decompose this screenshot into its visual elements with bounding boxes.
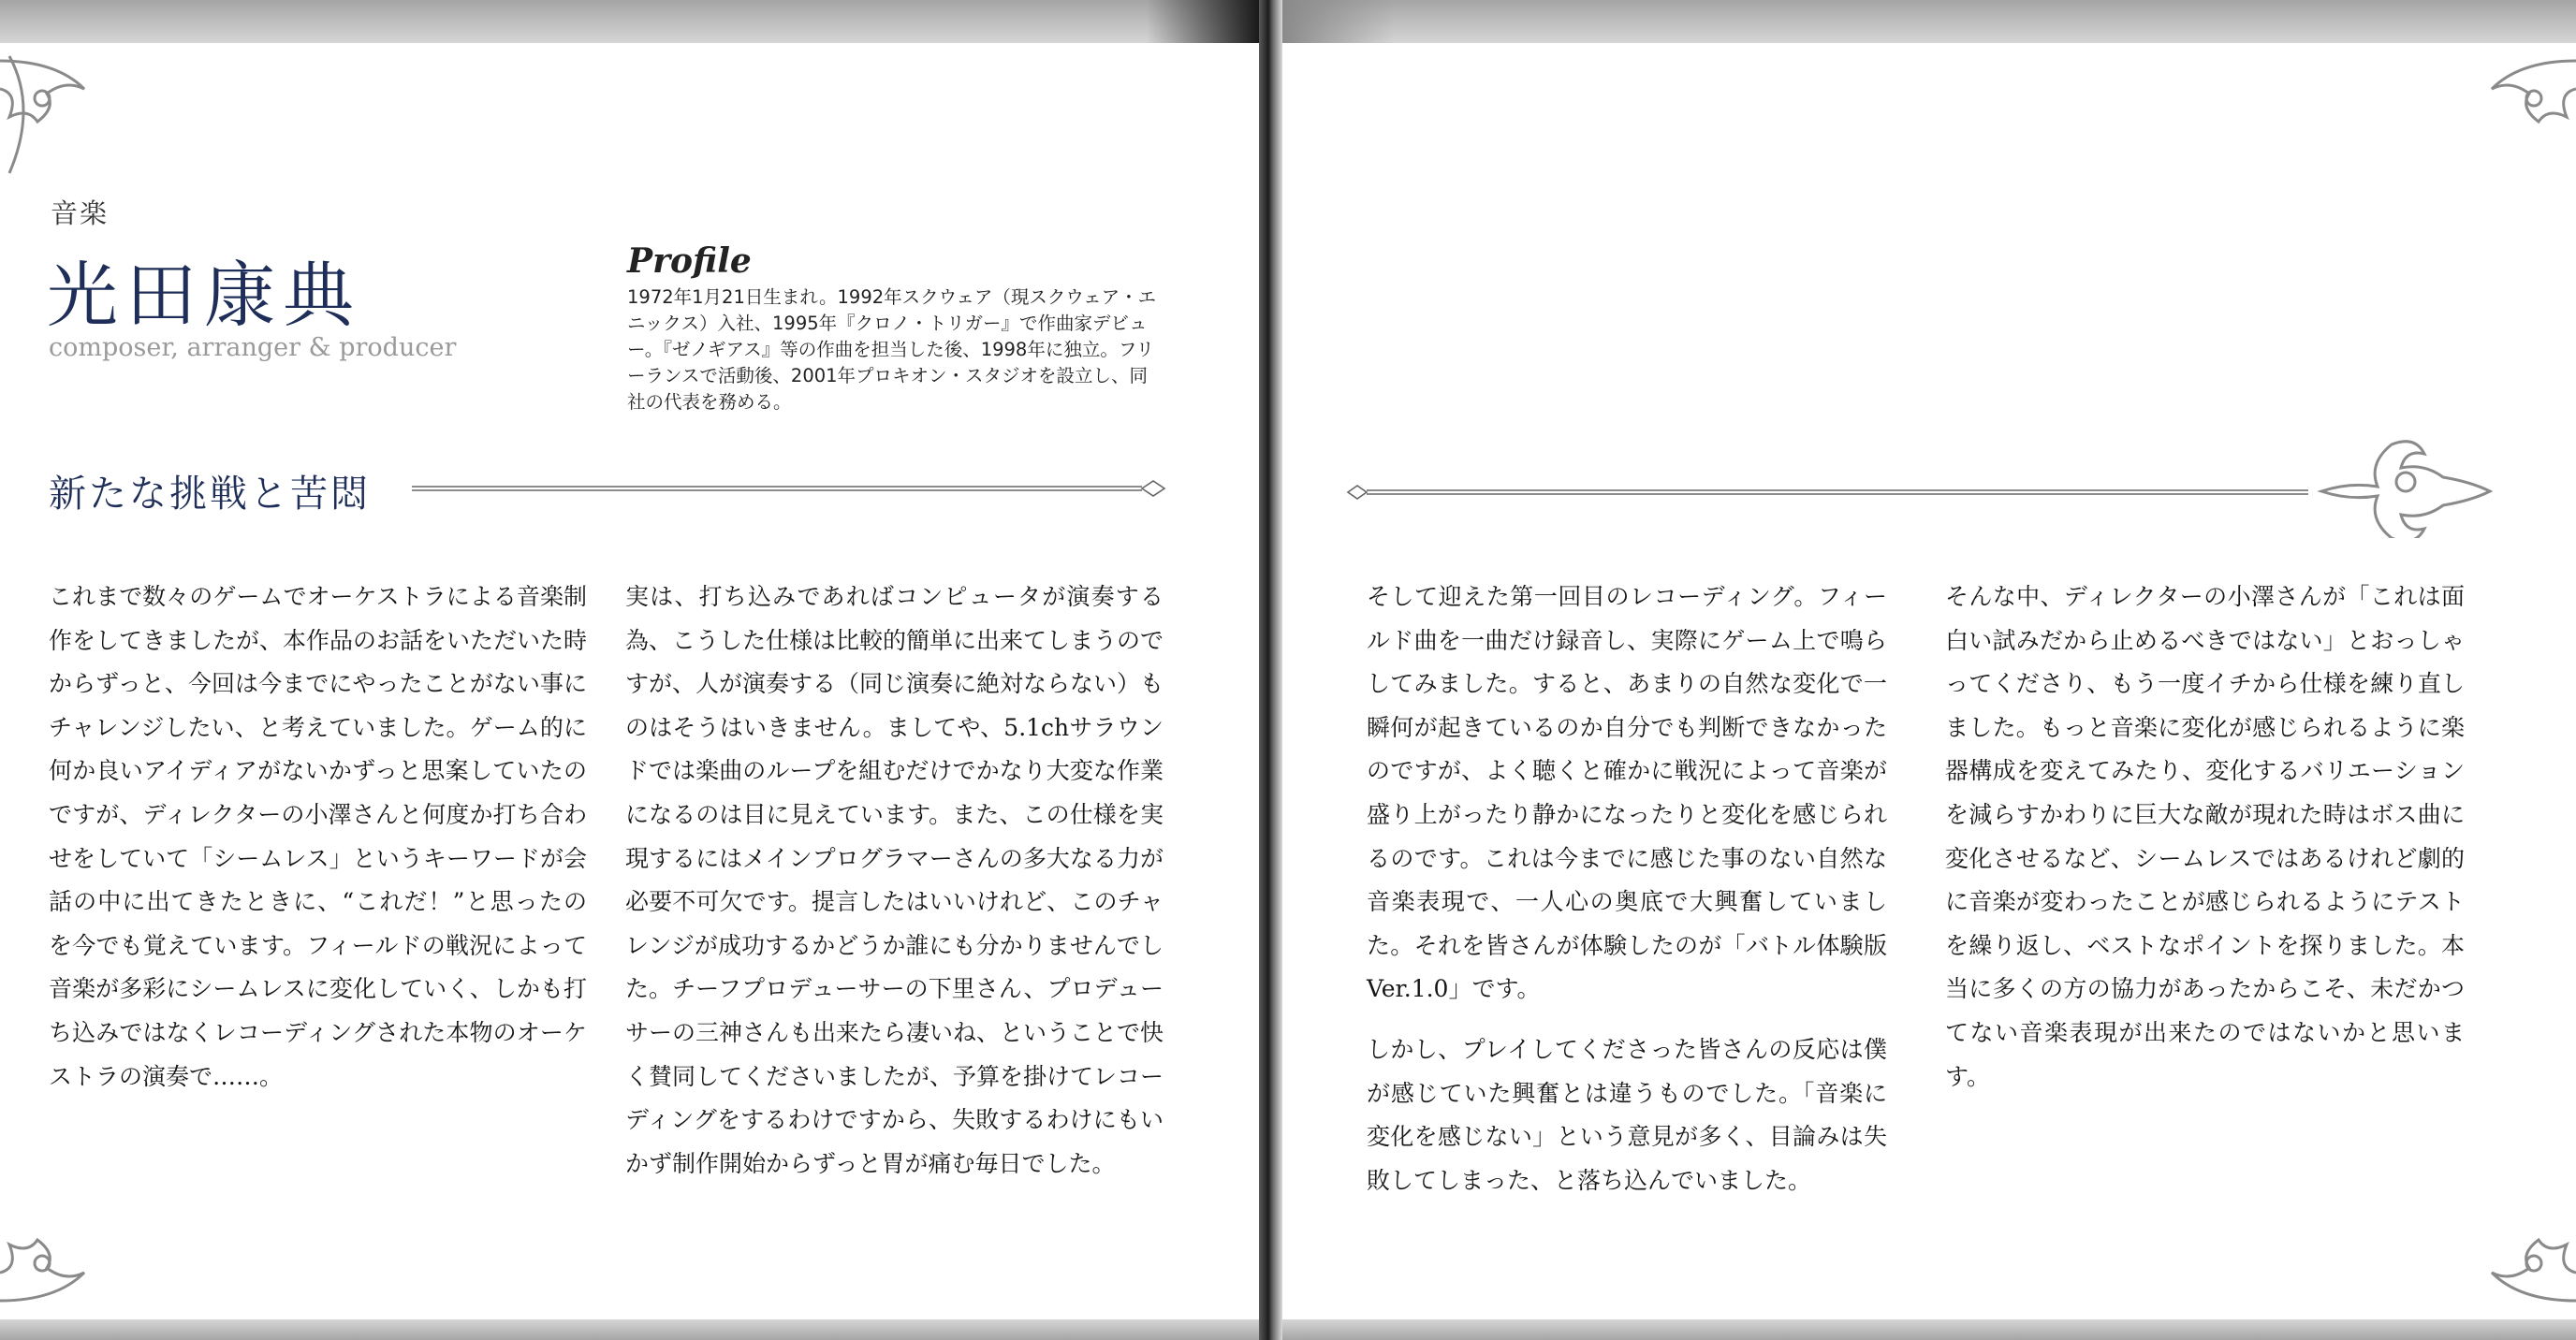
top-edge-band — [1282, 0, 2576, 43]
book-spine — [1259, 0, 1282, 1340]
corner-ornament-icon — [0, 1170, 140, 1310]
fleur-de-lis-ornament-icon — [2312, 426, 2499, 538]
category-label: 音楽 — [51, 197, 110, 229]
bottom-edge-band — [0, 1319, 1259, 1340]
article-column-2 — [625, 575, 1164, 1186]
heading-rule-left — [412, 479, 1168, 498]
bottom-edge-band — [1282, 1319, 2576, 1340]
paragraph: しかし、プレイしてくださった皆さんの反応は僕が感じていた興奮とは違うものでした。「音楽に変化を感じない」という意見が多く、目論みは失敗してしまった、と落ち込んでいました。 — [1367, 1035, 1887, 1194]
article-column-3 — [1367, 575, 1887, 1202]
section-heading: 新たな挑戦と苦悶 — [49, 473, 371, 516]
paragraph: そんな中、ディレクターの小澤さんが「これは面白い試みだから止めるべきではない」とおっしゃってくださり、もう一度イチから仕様を練り直しました。もっと音楽に変化が感じられるように楽器構成を変えてみたり、変化するバリエーションを減らすかわりに巨大な敵が現れた時はボス曲に変化させるなど、シームレスではあるけれど劇的に音楽が変わったことが感じられるようにテストを繰り返し、ベストなポイントを探りました。本当に多くの方の協力があったからこそ、未だかつてない音楽表現が出来たのではないかと思います。 — [1945, 583, 2465, 1090]
corner-ornament-icon — [2436, 1170, 2576, 1310]
right-page — [1282, 0, 2576, 1340]
heading-rule-right — [1344, 483, 2308, 502]
paragraph: 実は、打ち込みであればコンピュータが演奏する為、こうした仕様は比較的簡単に出来てしまうのですが、人が演奏する（同じ演奏に絶対ならない）ものはそうはいきません。ましてや、5.1chサラウンドでは楽曲のループを組むだけでかなり大変な作業になるのは目に見えています。また、この仕様を実現するにはメインプログラマーさんの多大なる力が必要不可欠です。提言したはいいけれど、このチャレンジが成功するかどうか誰にも分かりませんでした。チーフプロデューサーの下里さん、プロデューサーの三神さんも出来たら凄いね、ということで快く賛同してくださいましたが、予算を掛けてレコーディングをするわけですから、失敗するわけにもいかず制作開始からずっと胃が痛む毎日でした。 — [625, 583, 1164, 1177]
paragraph: そして迎えた第一回目のレコーディング。フィールド曲を一曲だけ録音し、実際にゲーム上で鳴らしてみました。すると、あまりの自然な変化で一瞬何が起きているのか自分でも判断できなかったのですが、よく聴くと確かに戦況によって音楽が盛り上がったり静かになったりと変化を感じられるのです。これは今までに感じた事のない自然な音楽表現で、一人心の奥底で大興奮していました。それを皆さんが体験したのが「バトル体験版Ver.1.0」です。 — [1367, 583, 1887, 1003]
profile-text: 1972年1月21日生まれ。1992年スクウェア（現スクウェア・エニックス）入社、1995年『クロノ・トリガー』で作曲家デビュー。『ゼノギアス』等の作曲を担当した後、1998年に独立。フリーランスで活動後、2001年プロキオン・スタジオを設立し、同社の代表を務める。 — [627, 286, 1157, 413]
profile-heading: Profile — [627, 241, 752, 281]
article-column-1 — [49, 575, 587, 1099]
left-page — [0, 0, 1259, 1340]
person-role: composer, arranger & producer — [49, 333, 457, 362]
corner-ornament-icon — [2436, 51, 2576, 192]
corner-ornament-icon — [0, 51, 140, 192]
paragraph: これまで数々のゲームでオーケストラによる音楽制作をしてきましたが、本作品のお話をいただいた時からずっと、今回は今までにやったことがない事にチャレンジしたい、と考えていました。ゲーム的に何か良いアイディアがないかずっと思案していたのですが、ディレクターの小澤さんと何度か打ち合わせをしていて「シームレス」というキーワードが会話の中に出てきたときに、“これだ！”と思ったのを今でも覚えています。フィールドの戦況によって音楽が多彩にシームレスに変化していく、しかも打ち込みではなくレコーディングされた本物のオーケストラの演奏で……。 — [49, 583, 588, 1090]
person-name: 光田康典 — [47, 254, 361, 337]
top-edge-band — [0, 0, 1259, 43]
article-column-4 — [1945, 575, 2465, 1099]
